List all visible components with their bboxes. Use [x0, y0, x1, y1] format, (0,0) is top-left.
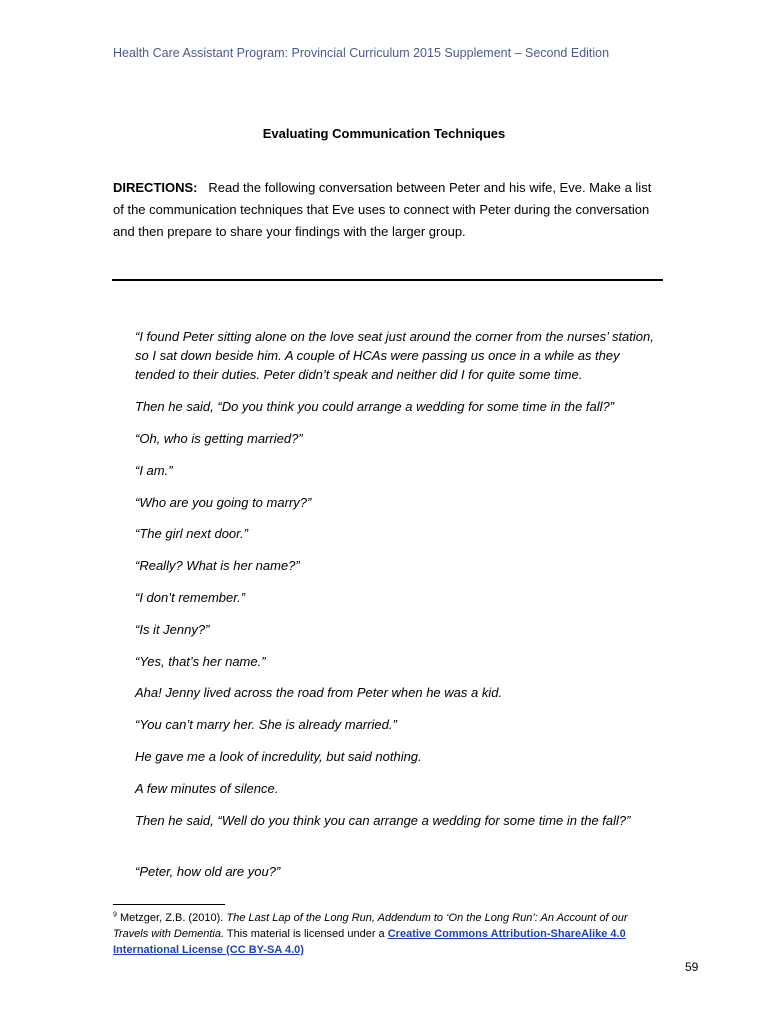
conversation-paragraph: Then he said, “Well do you think you can arrange a wedding for some time in the fall?” — [135, 813, 631, 828]
footnote-author: Metzger, Z.B. (2010). — [119, 912, 224, 924]
conversation-paragraph: “You can’t marry her. She is already married.” — [135, 717, 397, 732]
conversation-paragraph: “Peter, how old are you?” — [135, 864, 281, 879]
footnote-work-title: The Last Lap of the Long Run, Addendum to ‘On the Long Run’: An Account of our Travels with Dementia. — [113, 912, 628, 940]
footnote — [113, 910, 653, 958]
conversation-paragraph: “I am.” — [135, 463, 173, 478]
footnote-license-text: This material is licensed under a — [226, 928, 385, 940]
license-link[interactable]: Creative Commons Attribution-ShareAlike 4.0 International License (CC BY-SA 4.0) — [113, 928, 626, 956]
directions-label: DIRECTIONS: — [113, 180, 198, 195]
conversation-paragraph: Aha! Jenny lived across the road from Peter when he was a kid. — [135, 685, 503, 700]
conversation-paragraph: “Really? What is her name?” — [135, 558, 300, 573]
conversation-paragraph: A few minutes of silence. — [135, 781, 279, 796]
directions-block — [113, 177, 665, 243]
conversation-paragraph: “Oh, who is getting married?” — [135, 431, 303, 446]
conversation-paragraph: “Who are you going to marry?” — [135, 495, 312, 510]
conversation-paragraph: Then he said, “Do you think you could arrange a wedding for some time in the fall?” — [135, 399, 615, 414]
footnote-separator — [113, 904, 225, 905]
footnote-marker: 9 — [113, 911, 117, 919]
conversation-paragraph: “The girl next door.” — [135, 526, 248, 541]
conversation-paragraph: “Is it Jenny?” — [135, 622, 210, 637]
page-title: Evaluating Communication Techniques — [262, 126, 506, 141]
page-number: 59 — [685, 960, 699, 974]
conversation-paragraph: He gave me a look of incredulity, but said nothing. — [135, 749, 422, 764]
conversation-paragraph: “Yes, that’s her name.” — [135, 654, 266, 669]
conversation-paragraph: “I found Peter sitting alone on the love seat just around the corner from the nurses’ station, so I sat down beside him. A couple of HCAs were passing us once in a while as they tended to their duties. Peter didn’t speak and neither did I for quite some time. — [135, 329, 654, 382]
conversation-paragraph: “I don’t remember.” — [135, 590, 246, 605]
directions-text: Read the following conversation between Peter and his wife, Eve. Make a list of the communication techniques that Eve uses to connect with Peter during the conversation and then prepare to share your findings with the larger group. — [113, 180, 652, 239]
running-header: Health Care Assistant Program: Provincial Curriculum 2015 Supplement – Second Edition — [113, 46, 610, 60]
section-divider — [112, 279, 663, 281]
